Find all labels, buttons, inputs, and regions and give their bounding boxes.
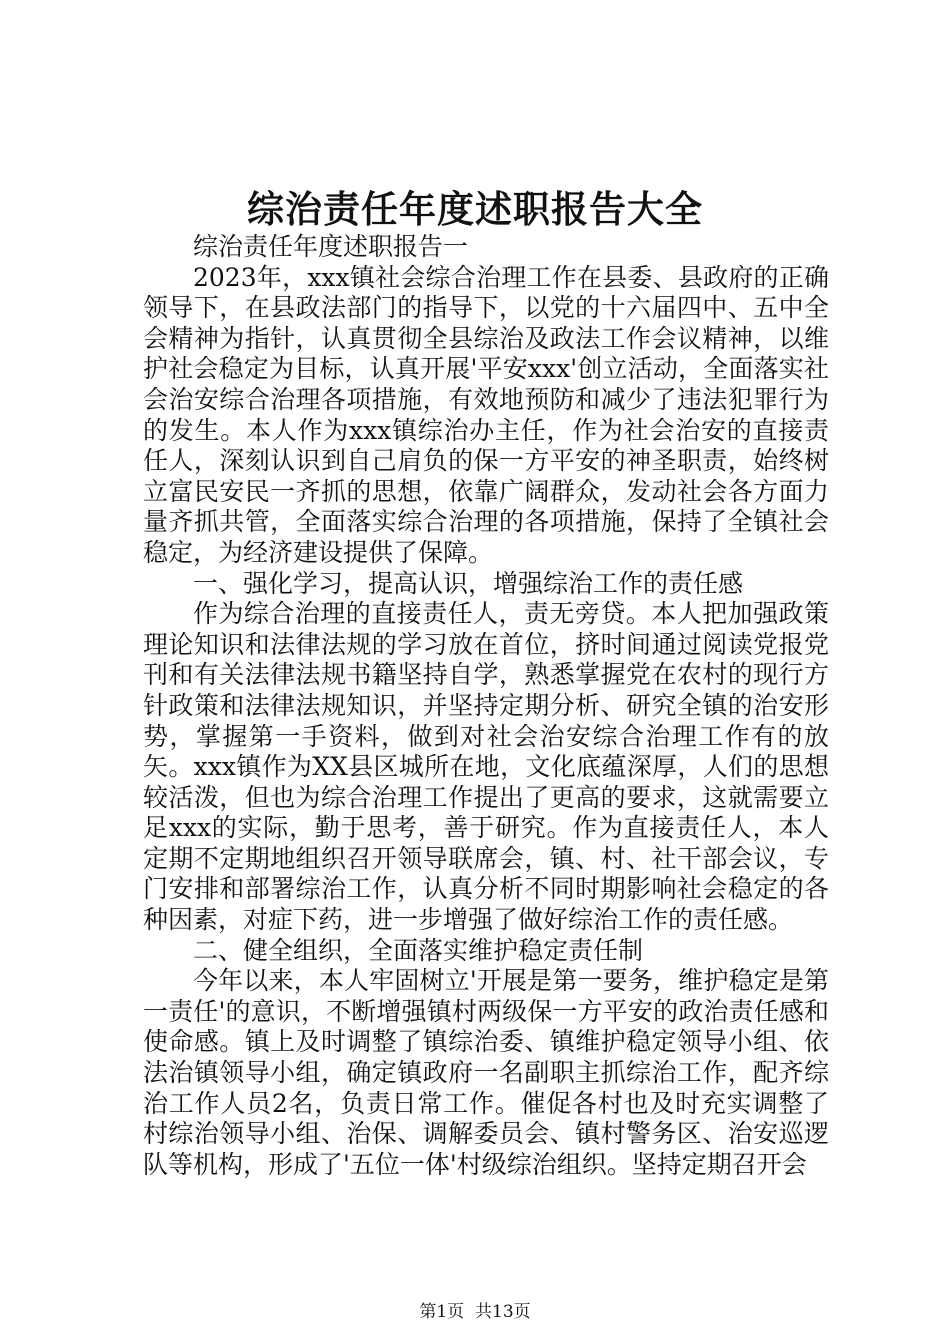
document-body bbox=[143, 232, 829, 1180]
section-heading: 一、强化学习，提高认识，增强综治工作的责任感 bbox=[193, 568, 744, 598]
section-subtitle: 综治责任年度述职报告一 bbox=[193, 232, 469, 261]
body-paragraph: 作为综合治理的直接责任人，责无旁贷。本人把加强政策理论知识和法律法规的学习放在首位，挤时间通过阅读党报党刊和有关法律法规书籍坚持自学，熟悉掌握党在农村的现行方针政策和法律法规知识，并坚持定期分析、研究全镇的治安形势，掌握第一手资料，做到对社会治安综合治理工作有的放矢。xxx镇作为XX县区城所在地，文化底蕴深厚，人们的思想较活泼，但也为综合治理工作提出了更高的要求，这就需要立足xxx的实际，勤于思考，善于研究。作为直接责任人，本人定期不定期地组织召开领导联席会，镇、村、社干部会议，专门安排和部署综治工作，认真分析不同时期影响社会稳定的各种因素，对症下药，进一步增强了做好综治工作的责任感。 bbox=[143, 599, 829, 935]
page-footer bbox=[0, 1300, 950, 1324]
page-total: 共13页 bbox=[475, 1302, 531, 1322]
body-paragraph: 今年以来，本人牢固树立'开展是第一要务，维护稳定是第一责任'的意识，不断增强镇村两级保一方平安的政治责任感和使命感。镇上及时调整了镇综治委、镇维护稳定领导小组、依法治镇领导小组，确定镇政府一名副职主抓综治工作，配齐综治工作人员2名，负责日常工作。催促各村也及时充实调整了村综治领导小组、治保、调解委员会、镇村警务区、治安巡逻队等机构，形成了'五位一体'村级综治组织。坚持定期召开会 bbox=[143, 966, 829, 1179]
body-paragraph: 2023年，xxx镇社会综合治理工作在县委、县政府的正确领导下，在县政法部门的指导下，以党的十六届四中、五中全会精神为指针，认真贯彻全县综治及政法工作会议精神，以维护社会稳定为目标，认真开展'平安xxx'创立活动，全面落实社会治安综合治理各项措施，有效地预防和减少了违法犯罪行为的发生。本人作为xxx镇综治办主任，作为社会治安的直接责任人，深刻认识到自己肩负的保一方平安的神圣职责，始终树立富民安民一齐抓的思想，依靠广阔群众，发动社会各方面力量齐抓共管，全面落实综合治理的各项措施，保持了全镇社会稳定，为经济建设提供了保障。 bbox=[143, 262, 829, 567]
page-number: 第1页 bbox=[419, 1302, 465, 1322]
section-heading: 二、健全组织，全面落实维护稳定责任制 bbox=[193, 935, 644, 965]
document-title: 综治责任年度述职报告大全 bbox=[247, 187, 703, 231]
